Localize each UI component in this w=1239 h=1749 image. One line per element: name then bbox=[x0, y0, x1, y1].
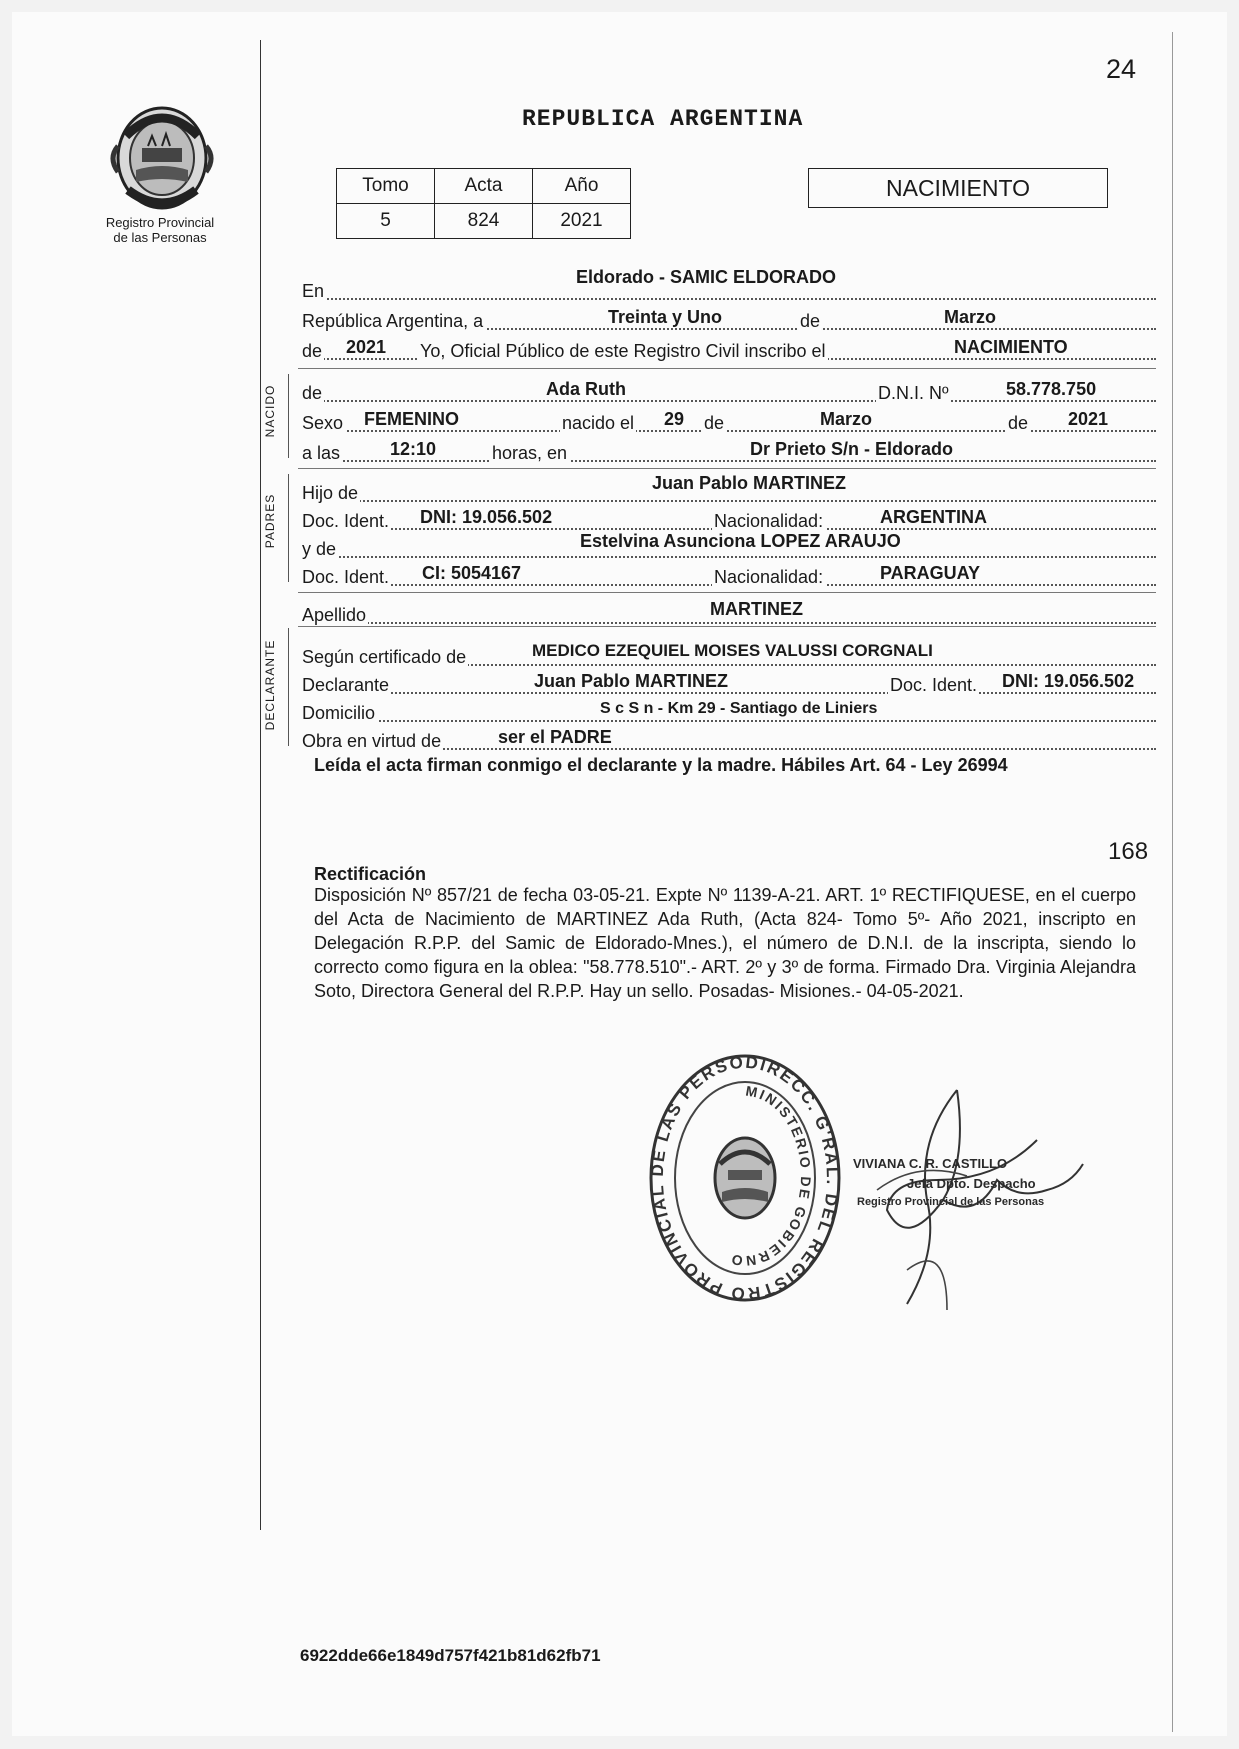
dni-value: 58.778.750 bbox=[1006, 379, 1097, 399]
official-stamp bbox=[640, 1044, 850, 1314]
nac1-value: ARGENTINA bbox=[880, 507, 987, 527]
handwritten-signature bbox=[847, 1080, 1117, 1310]
row-declarante bbox=[300, 672, 1156, 696]
en-value: Eldorado - SAMIC ELDORADO bbox=[576, 267, 836, 287]
declarante-label: Declarante bbox=[302, 675, 390, 695]
signatory-office: Registro Provincial de las Personas bbox=[857, 1196, 1045, 1208]
certificate-sheet bbox=[12, 12, 1227, 1736]
obra-label: Obra en virtud de bbox=[302, 731, 442, 751]
doc1-value: DNI: 19.056.502 bbox=[420, 507, 553, 527]
hora-label: a las bbox=[302, 443, 341, 463]
side-label-padres: PADRES bbox=[263, 493, 277, 549]
signature-block bbox=[847, 1080, 1117, 1310]
nacido-bracket bbox=[288, 374, 289, 458]
apellido-value: MARTINEZ bbox=[710, 599, 803, 619]
dotted-line bbox=[300, 460, 1156, 462]
row-hora bbox=[300, 440, 1156, 464]
certificado-value: MEDICO EZEQUIEL MOISES VALUSSI CORGNALI bbox=[532, 641, 933, 660]
header-anio: Año bbox=[533, 169, 631, 204]
dotted-line bbox=[300, 500, 1156, 502]
row-sexo bbox=[300, 410, 1156, 434]
closing-statement: Leída el acta firman conmigo el declarante y la madre. Hábiles Art. 64 - Ley 26994 bbox=[314, 755, 1008, 775]
tomo-acta-anio-table bbox=[336, 168, 631, 239]
madre-value: Estelvina Asunciona LOPEZ ARAUJO bbox=[580, 531, 901, 551]
rectificacion-body: Disposición Nº 857/21 de fecha 03-05-21. Expte Nº 1139-A-21. ART. 1º RECTIFIQUESE, en el cuerpo del Acta de Nacimiento de MARTINEZ Ada Ruth, (Acta 824- Tomo 5º- Año 2021, inscripto en Delegación R.P.P. del Samic de Eldorado-Mnes.), el número de D.N.I. de la inscripta, siendo lo correcto como figura en la oblea: "58.778.510".- ART. 2º y 3º de forma. Firmado Dra. Virginia Alejandra Soto, Directora General del R.P.P. Hay un sello. Posadas- Misiones.- 04-05-2021. bbox=[314, 885, 1136, 1001]
doc2-label: Doc. Ident. bbox=[302, 567, 390, 587]
hora-value: 12:10 bbox=[390, 439, 437, 459]
margin-line bbox=[260, 40, 261, 1530]
dotted-line bbox=[300, 622, 1156, 624]
declarante-value: Juan Pablo MARTINEZ bbox=[534, 671, 729, 691]
section-rule bbox=[298, 368, 1156, 369]
logo-caption-line1: Registro Provincial bbox=[105, 215, 215, 230]
row-domicilio bbox=[300, 700, 1156, 724]
dni-label: D.N.I. Nº bbox=[878, 383, 949, 403]
en-label: En bbox=[302, 281, 325, 301]
dotted-line bbox=[300, 720, 1156, 722]
dotted-line bbox=[300, 298, 1156, 300]
value-tomo: 5 bbox=[337, 204, 435, 239]
stamp-outer-text: DIRECC. G'RAL. DEL REGISTRO PROVINCIAL DE LAS PERSO bbox=[647, 1052, 843, 1304]
declarante-bracket bbox=[288, 628, 289, 746]
dotted-line bbox=[300, 556, 1156, 558]
inscribo-value: NACIMIENTO bbox=[954, 337, 1068, 357]
nacido-de-label: de bbox=[704, 413, 725, 433]
row-certificado bbox=[300, 641, 1156, 668]
side-label-nacido: NACIDO bbox=[263, 384, 277, 438]
right-edge-line bbox=[1172, 32, 1173, 1732]
page-number: 24 bbox=[1106, 54, 1137, 84]
section-rule bbox=[298, 468, 1156, 469]
section-rule bbox=[298, 626, 1156, 627]
header-tomo: Tomo bbox=[337, 169, 435, 204]
apellido-label: Apellido bbox=[302, 605, 367, 625]
hijo-label: Hijo de bbox=[302, 483, 359, 503]
logo-caption-line2: de las Personas bbox=[113, 230, 207, 245]
nacido-label: nacido el bbox=[562, 413, 635, 433]
sexo-value: FEMENINO bbox=[364, 409, 460, 429]
secondary-number: 168 bbox=[1108, 838, 1149, 865]
row-doc-madre bbox=[300, 564, 1156, 588]
nacido-de2-label: de bbox=[1008, 413, 1029, 433]
lugar-value: Dr Prieto S/n - Eldorado bbox=[750, 439, 954, 459]
decl-doc-label: Doc. Ident. bbox=[890, 675, 978, 695]
row-doc-padre bbox=[300, 508, 1156, 532]
nacido-mes: Marzo bbox=[820, 409, 873, 429]
province-seal-logo bbox=[104, 96, 220, 219]
de2-label: de bbox=[302, 341, 323, 361]
nacido-anio: 2021 bbox=[1068, 409, 1109, 429]
act-type-box: NACIMIENTO bbox=[808, 168, 1108, 208]
nac2-value: PARAGUAY bbox=[880, 563, 981, 583]
value-anio: 2021 bbox=[533, 204, 631, 239]
nombre-value: Ada Ruth bbox=[546, 379, 626, 399]
signatory-name: VIVIANA C. R. CASTILLO bbox=[853, 1156, 1008, 1171]
dia-value: Treinta y Uno bbox=[608, 307, 723, 327]
domicilio-label: Domicilio bbox=[302, 703, 376, 723]
doc2-value: CI: 5054167 bbox=[422, 563, 522, 583]
value-acta: 824 bbox=[435, 204, 533, 239]
nacido-dia: 29 bbox=[664, 409, 685, 429]
padre-value: Juan Pablo MARTINEZ bbox=[652, 473, 847, 493]
table-value-row bbox=[337, 204, 631, 239]
horas-label: horas, en bbox=[492, 443, 568, 463]
row-madre bbox=[300, 531, 1156, 560]
stamp-inner-text: MINISTERIO DE GOBIERNO bbox=[728, 1082, 815, 1270]
yde-label: y de bbox=[302, 539, 337, 559]
nombre-label: de bbox=[302, 383, 323, 403]
certificado-label: Según certificado de bbox=[302, 647, 467, 667]
header-acta: Acta bbox=[435, 169, 533, 204]
doc1-label: Doc. Ident. bbox=[302, 511, 390, 531]
row-nombre bbox=[300, 380, 1156, 404]
rectificacion-title: Rectificación bbox=[314, 864, 427, 884]
de-label: de bbox=[800, 311, 821, 331]
domicilio-value: S c S n - Km 29 - Santiago de Liniers bbox=[600, 700, 878, 717]
row-hijo bbox=[300, 473, 1156, 504]
row-obra bbox=[300, 728, 1156, 752]
country-title: REPUBLICA ARGENTINA bbox=[522, 106, 804, 132]
anio-value: 2021 bbox=[346, 337, 387, 357]
table-header-row bbox=[337, 169, 631, 204]
nac2-label: Nacionalidad: bbox=[714, 567, 824, 587]
row-en bbox=[300, 267, 1156, 302]
signatory-title: Jefa Dpto. Despacho bbox=[907, 1176, 1036, 1191]
sexo-label: Sexo bbox=[302, 413, 344, 433]
row-apellido bbox=[300, 599, 1156, 626]
side-label-declarante: DECLARANTE bbox=[263, 639, 277, 731]
dotted-line bbox=[300, 692, 1156, 694]
document-hash: 6922dde66e1849d757f421b81d62fb71 bbox=[300, 1646, 601, 1665]
mes-value: Marzo bbox=[944, 307, 997, 327]
dotted-line bbox=[300, 400, 1156, 402]
padres-bracket bbox=[288, 474, 289, 582]
decl-doc-value: DNI: 19.056.502 bbox=[1002, 671, 1135, 691]
inscribo-label: Yo, Oficial Público de este Registro Civil inscribo el bbox=[420, 341, 826, 361]
row-inscribo bbox=[300, 338, 1156, 362]
republica-label: República Argentina, a bbox=[302, 311, 484, 331]
nac1-label: Nacionalidad: bbox=[714, 511, 824, 531]
obra-value: ser el PADRE bbox=[498, 727, 612, 747]
logo-caption bbox=[90, 215, 230, 245]
row-republica bbox=[300, 308, 1156, 332]
section-rule bbox=[298, 592, 1156, 593]
